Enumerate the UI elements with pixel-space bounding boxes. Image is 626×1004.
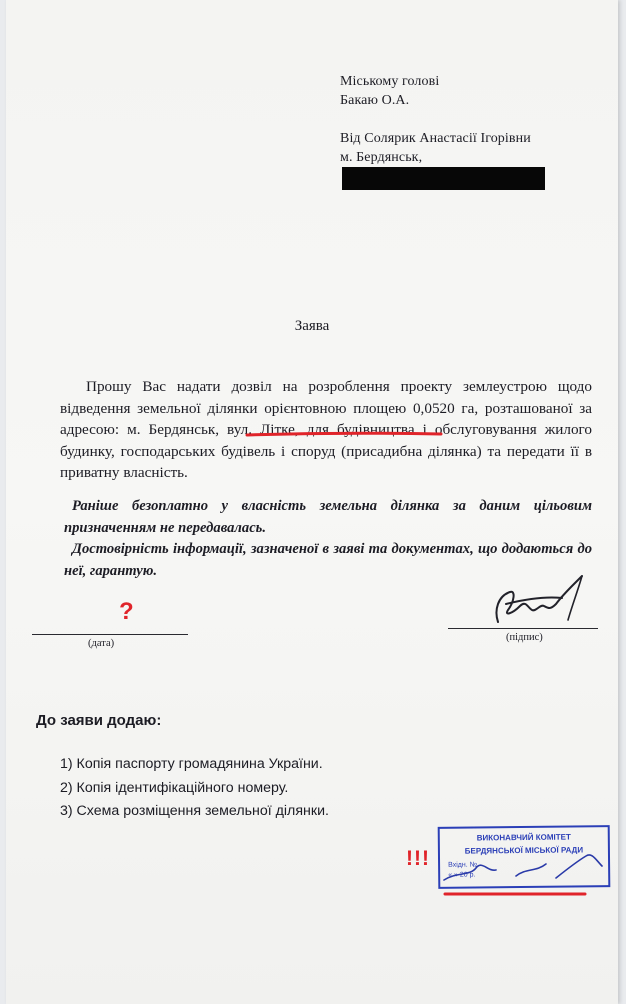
- statement-accuracy-guarantee: Достовірність інформації, зазначеної в заяві та документах, що додаються до неї, гарантую.: [64, 541, 592, 579]
- date-caption: (дата): [88, 638, 115, 649]
- stamp-line-1: ВИКОНАВЧИЙ КОМІТЕТ: [476, 832, 571, 843]
- sender-city: м. Бердянськ,: [340, 150, 423, 165]
- stamp-underline-mark: [442, 890, 588, 898]
- document-page: [6, 0, 618, 1004]
- statement-no-prior-transfer: Раніше безоплатно у власність земельна ділянка за даним цільовим призначенням не передавалась.: [64, 498, 592, 536]
- attachments-title: До заяви додаю:: [36, 712, 162, 729]
- attachments-list: [60, 753, 329, 824]
- address-underline-mark: [244, 429, 444, 439]
- document-title: Заява: [294, 318, 330, 334]
- request-text-part-2: , для будівництва і обслуговування жилого будинку, господарських будівель і споруд (присадибна ділянка) та передати її в приватну власність.: [60, 421, 592, 482]
- redacted-address-bar: [342, 167, 545, 190]
- stamp-line-3: Вхідн. №: [448, 861, 478, 869]
- exclamation-annotation: !!!: [406, 847, 430, 870]
- list-item: 2) Копія ідентифікаційного номеру.: [60, 779, 289, 796]
- recipient-line-1: Міському голові: [340, 74, 440, 89]
- sender-name: Від Солярик Анастасії Ігорівни: [340, 131, 531, 146]
- request-address: м. Бердянськ, вул. Літке: [127, 421, 295, 439]
- handwritten-signature: [486, 570, 598, 630]
- recipient-line-2: Бакаю О.А.: [340, 93, 410, 108]
- list-item: 3) Схема розміщення земельної ділянки.: [60, 803, 329, 819]
- signature-line: [448, 628, 598, 629]
- stamp-handwriting-scribble: [436, 842, 616, 892]
- stamp-line-4: « » 20 р.: [448, 871, 476, 879]
- signature-caption: (підпис): [506, 632, 543, 643]
- list-item: 1) Копія паспорту громадянина України.: [60, 756, 323, 772]
- date-line: [32, 634, 188, 635]
- question-mark-annotation: ?: [119, 598, 134, 625]
- request-text-part-1: Прошу Вас надати дозвіл на розроблення проекту землеустрою щодо відведення земельної ділянки орієнтовною площею 0,0520 га, розташованої за адресою:: [60, 378, 592, 439]
- stamp-line-2: БЕРДЯНСЬКОЇ МІСЬКОЇ РАДИ: [464, 845, 584, 856]
